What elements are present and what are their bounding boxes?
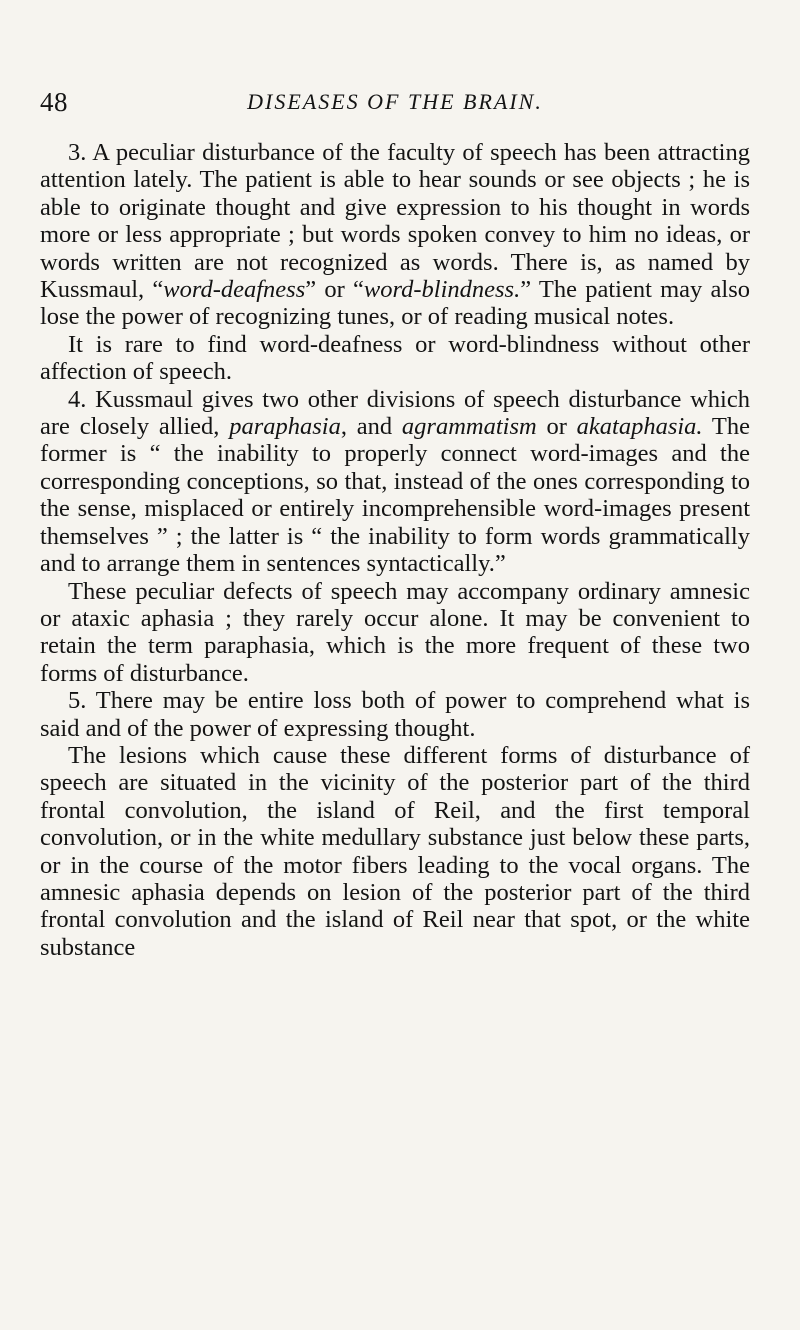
paragraph-peculiar-defects: These peculiar defects of speech may accompany ordinary amnesic or ataxic aphasia ; they rarely occur alone. It may be convenient to retain the term paraphasia, which is the more frequent of these two forms of disturbance. [40, 577, 750, 687]
paragraph-rarity: It is rare to find word-deafness or word-blindness without other affection of speech. [40, 330, 750, 386]
running-title: DISEASES OF THE BRAIN. [247, 89, 543, 114]
running-head [40, 86, 750, 118]
paragraph-entire-loss: 5. There may be entire loss both of power to comprehend what is said and of the power of expressing thought. [40, 687, 750, 742]
term-word-deafness: word-deafness [163, 276, 306, 304]
body-text [40, 139, 750, 961]
term-word-blindness: word-blindness. [363, 276, 521, 304]
term-akataphasia: akataphasia. [576, 413, 703, 441]
paragraph-paraphasia: 4. Kussmaul gives two other divisions of speech disturbance which are closely allied, paraphasia, and agrammatism or akataphasia. The former is “ the inability to properly connect word-images and the corresponding conceptions, so that, instead of the ones corresponding to the sense, misplaced or entirely incomprehensible word-images present themselves ” ; the latter is “ the inability to form words grammatically and to arrange them in sentences syntactically.” [40, 385, 750, 578]
page-number: 48 [40, 87, 68, 117]
term-agrammatism: agrammatism [401, 413, 537, 441]
paragraph-word-deafness: 3. A peculiar disturbance of the faculty of speech has been attracting attention lately. The patient is able to hear sounds or see objects ; he is able to originate thought and give expression to his thought in words more or less appropriate ; but words spoken convey to him no ideas, or words written are not recognized as words. There is, as named by Kussmaul, “word-deafness” or “word-blindness.” The patient may also lose the power of recognizing tunes, or of reading musical notes. [40, 139, 750, 331]
term-paraphasia: paraphasia [229, 413, 341, 441]
paragraph-lesions: The lesions which cause these different forms of disturbance of speech are situated in the vicinity of the posterior part of the third frontal convolution, the island of Reil, and the first temporal convolution, or in the white medullary substance just below these parts, or in the course of the motor fibers leading to the vocal organs. The amnesic aphasia depends on lesion of the posterior part of the third frontal convolution and the island of Reil near that spot, or the white substance [40, 741, 750, 961]
